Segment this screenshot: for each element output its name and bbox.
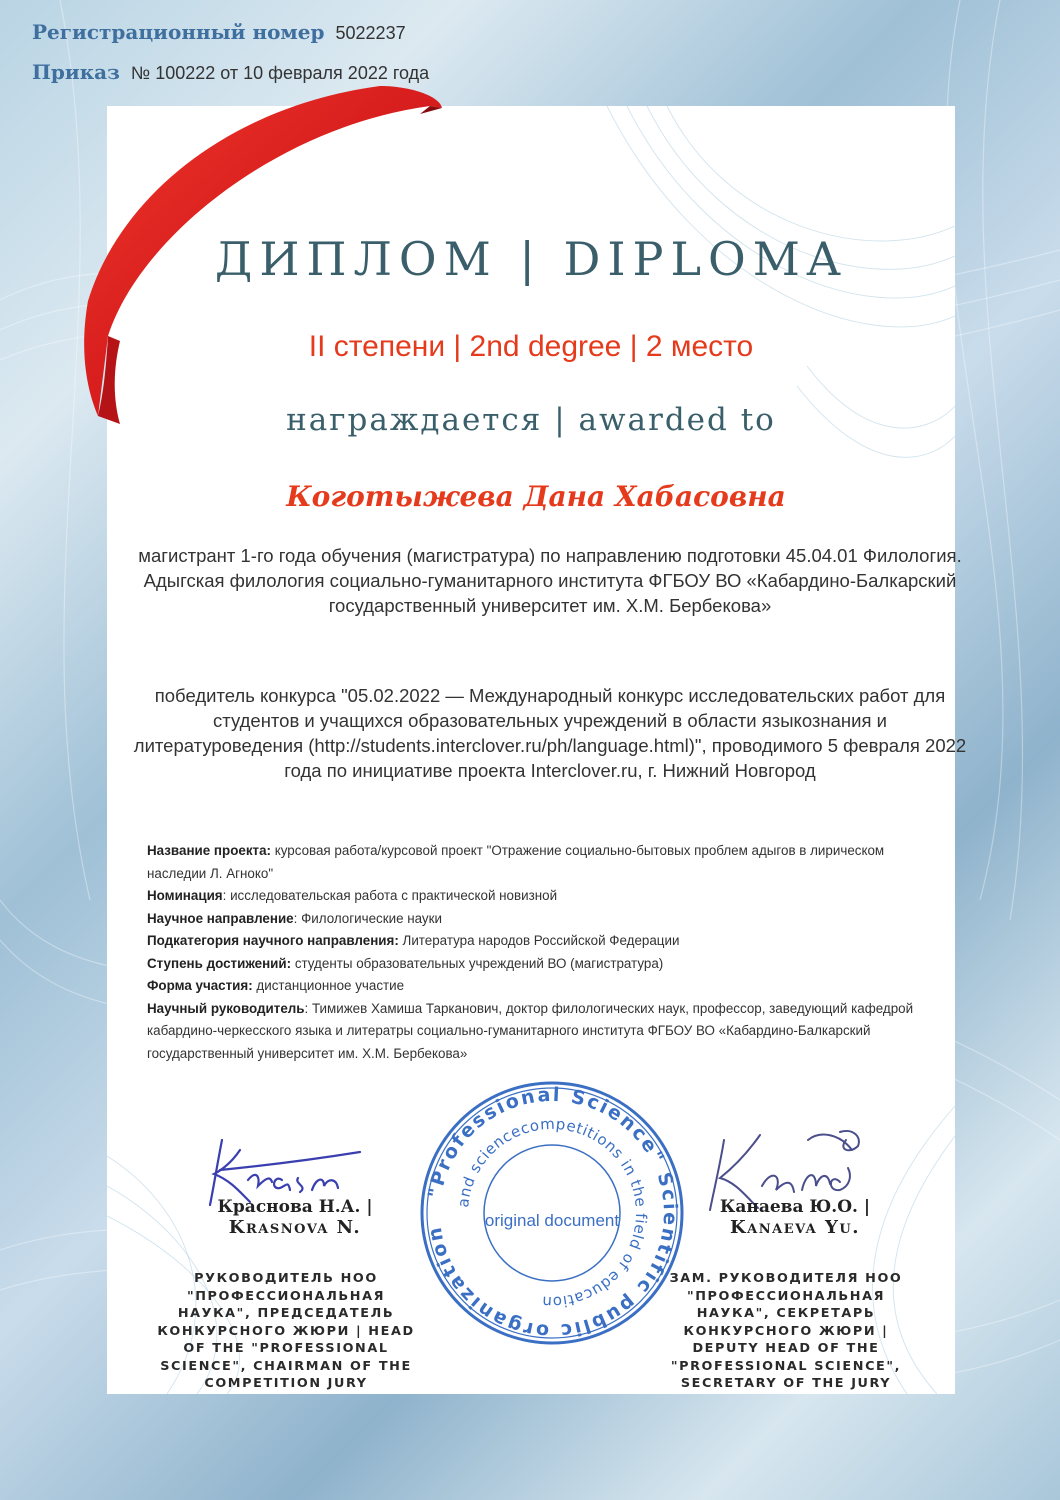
detail-label: Научное направление	[147, 910, 294, 926]
detail-row	[147, 953, 927, 976]
awarded-to-line: награждается | awarded to	[286, 402, 776, 438]
signatory-2-role: ЗАМ. РУКОВОДИТЕЛЯ НОО "ПРОФЕССИОНАЛЬНАЯ НАУКА", СЕКРЕТАРЬ КОНКУРСНОГО ЖЮРИ | DEPUTY HEAD OF THE "PROFESSIONAL SCIENCE", SECRETARY OF THE JURY	[669, 1271, 903, 1391]
registration-number	[32, 20, 406, 44]
detail-row	[147, 998, 927, 1066]
signatory-2-name	[680, 1197, 910, 1238]
detail-row	[147, 885, 927, 908]
registration-number-label: Регистрационный номер	[32, 20, 325, 44]
order-line	[32, 60, 429, 84]
svg-text:"Professional Science" Scienti: "Professional Science" Scientific public organization	[423, 1083, 682, 1343]
signatory-1-name	[160, 1197, 430, 1238]
detail-label: Ступень достижений:	[147, 955, 292, 971]
degree-line: II степени | 2nd degree | 2 место	[308, 330, 754, 363]
stamp-center-text: original document	[484, 1211, 620, 1230]
detail-label: Название проекта:	[147, 843, 271, 858]
detail-value: : Тимижев Хамиша Тарканович, доктор филологических наук, профессор, заведующий кафедрой кабардино-черкесского языка и литератры социально-гуманитарного института ФГБОУ ВО «Кабардино-Балкарский государственный университет им. Х.М. Бербекова»	[147, 1000, 914, 1061]
detail-label: Форма участия:	[147, 978, 253, 993]
svg-text:and sciencecompetitions in the: and sciencecompetitions in the field of education	[454, 1114, 651, 1312]
detail-value: студенты образовательных учреждений ВО (магистратура)	[291, 955, 664, 971]
diploma-title: ДИПЛОМ | DIPLOMA	[214, 232, 848, 286]
registration-number-value: 5022237	[335, 23, 406, 43]
project-details	[147, 840, 927, 1065]
student-description: магистрант 1-го года обучения (магистратура) по направлению подготовки 45.04.01 Филология. Адыгская филология социально-гуманитарного института ФГБОУ ВО «Кабардино-Балкарский государственный университет им. Х.М. Бербекова»	[138, 545, 962, 616]
detail-value: : исследовательская работа с практической новизной	[222, 888, 558, 903]
detail-value: Литература народов Российской Федерации	[398, 933, 680, 948]
detail-value: курсовая работа/курсовой проект "Отражение социально-бытовых проблем адыгов в лирическом наследии Л. Агноко"	[147, 843, 885, 881]
signatory-1-name-en: Krasnova N.	[228, 1217, 362, 1238]
detail-row	[147, 930, 927, 953]
detail-value: дистанционное участие	[252, 978, 405, 993]
detail-row	[147, 975, 927, 998]
official-stamp	[417, 1078, 687, 1348]
detail-row	[147, 840, 927, 885]
recipient-name: Коготыжева Дана Хабасовна	[286, 480, 786, 513]
signatory-1-name-ru: Краснова Н.А. |	[217, 1197, 373, 1217]
detail-value: : Филологические науки	[293, 910, 442, 926]
signatory-2-name-ru: Канаева Ю.О. |	[719, 1197, 871, 1217]
signatory-1-role: РУКОВОДИТЕЛЬ НОО "ПРОФЕССИОНАЛЬНАЯ НАУКА", ПРЕДСЕДАТЕЛЬ КОНКУРСНОГО ЖЮРИ | HEAD OF THE "PROFESSIONAL SCIENCE", CHAIRMAN OF THE COMPETITION JURY	[157, 1271, 415, 1391]
order-label: Приказ	[32, 60, 120, 84]
detail-label: Научный руководитель	[147, 1000, 305, 1016]
winner-text: победитель конкурса "05.02.2022 — Международный конкурс исследовательских работ для студентов и учащихся образовательных учреждений в области языкознания и литературоведения (http://students.interclover.ru/ph/language.html)", проводимого 5 февраля 2022 года по инициативе проекта Interclover.ru, г. Нижний Новгород	[133, 685, 967, 781]
order-value: № 100222 от 10 февраля 2022 года	[130, 63, 430, 83]
signatory-2-name-en: Kanaeva Yu.	[730, 1217, 860, 1238]
detail-label: Номинация	[147, 888, 223, 903]
detail-row	[147, 908, 927, 931]
detail-label: Подкатегория научного направления:	[147, 933, 399, 948]
